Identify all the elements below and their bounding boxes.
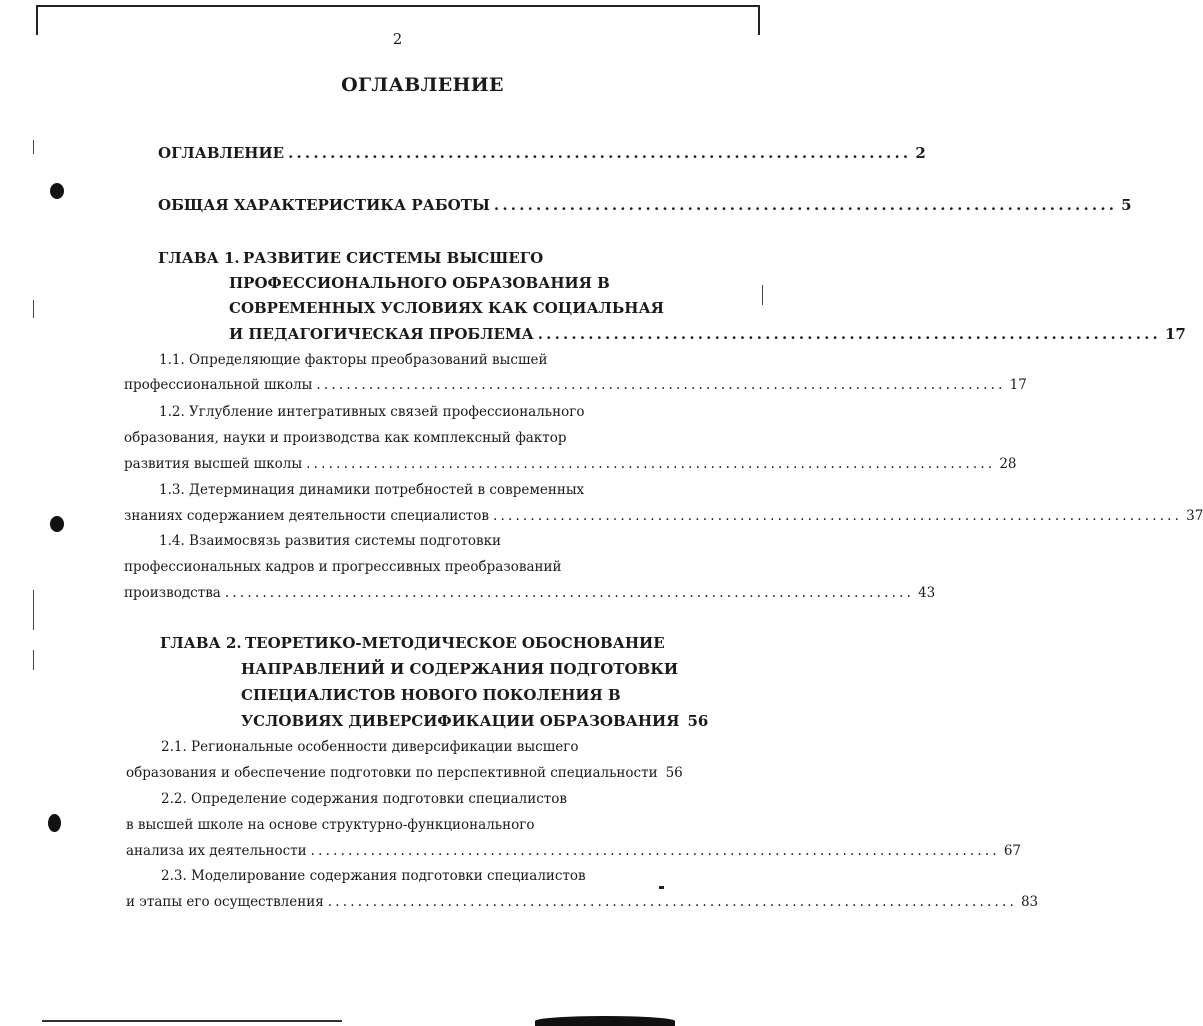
leader-dots: ............................................................................................ — [492, 508, 1183, 524]
section-1-2-line: 1.2. Углубление интегративных связей профессионального — [159, 404, 585, 420]
chapter-1-title-line: ПРОФЕССИОНАЛЬНОГО ОБРАЗОВАНИЯ В — [229, 274, 610, 292]
toc-entry-section-1-2[interactable] — [124, 456, 1017, 472]
toc-entry-section-2-3[interactable] — [126, 894, 1039, 910]
toc-entry-chapter-2[interactable] — [241, 712, 709, 730]
toc-page-number: 2 — [915, 144, 926, 162]
section-1-4-line: профессиональных кадров и прогрессивных преобразований — [124, 559, 562, 575]
chapter-1-title-line: СОВРЕМЕННЫХ УСЛОВИЯХ КАК СОЦИАЛЬНАЯ — [229, 299, 664, 317]
chapter-2-title-line: НАПРАВЛЕНИЙ И СОДЕРЖАНИЯ ПОДГОТОВКИ — [241, 660, 679, 678]
chapter-1-title-line: РАЗВИТИЕ СИСТЕМЫ ВЫСШЕГО — [243, 249, 544, 267]
scan-tick — [33, 140, 34, 154]
leader-dots: ............................................................................................ — [316, 377, 1006, 393]
section-1-4-line: 1.4. Взаимосвязь развития системы подготовки — [159, 533, 502, 549]
leader-dots: ............................................................................................ — [327, 894, 1017, 910]
section-2-3-line: 2.3. Моделирование содержания подготовки специалистов — [161, 868, 586, 884]
punch-hole-mark — [48, 814, 61, 832]
toc-page-number: 28 — [999, 456, 1017, 472]
section-1-2-line: развития высшей школы — [124, 456, 303, 472]
toc-entry-oglavlenie[interactable] — [158, 144, 926, 162]
leader-dots: .......................................................................... — [288, 144, 912, 162]
chapter-2-title-line: УСЛОВИЯХ ДИВЕРСИФИКАЦИИ ОБРАЗОВАНИЯ — [241, 712, 680, 730]
page-title: ОГЛАВЛЕНИЕ — [341, 74, 504, 96]
scan-tick — [33, 300, 34, 318]
toc-page-number: 56 — [665, 765, 683, 781]
chapter-2-prefix: ГЛАВА 2. — [160, 634, 242, 652]
chapter-1-title-line: И ПЕДАГОГИЧЕСКАЯ ПРОБЛЕМА — [229, 325, 534, 343]
toc-entry-section-2-2[interactable] — [126, 843, 1022, 859]
scan-tick — [33, 650, 34, 670]
toc-entry-section-2-1[interactable] — [126, 765, 683, 781]
scan-speck — [659, 886, 664, 889]
section-2-2-line: 2.2. Определение содержания подготовки специалистов — [161, 791, 567, 807]
chapter-2-title-line: ТЕОРЕТИКО-МЕТОДИЧЕСКОЕ ОБОСНОВАНИЕ — [245, 634, 665, 652]
toc-entry-section-1-1[interactable] — [124, 377, 1027, 393]
section-2-1-line: образования и обеспечение подготовки по перспективной специальности — [126, 765, 658, 781]
page-number: 2 — [392, 30, 403, 48]
leader-dots: ............................................................................................ — [310, 843, 1000, 859]
toc-entry-general[interactable] — [158, 196, 1132, 214]
chapter-2-title-line: СПЕЦИАЛИСТОВ НОВОГО ПОКОЛЕНИЯ В — [241, 686, 621, 704]
toc-page-number: 67 — [1003, 843, 1022, 859]
toc-entry-chapter-1[interactable] — [229, 325, 1186, 343]
scan-tick — [33, 590, 34, 630]
section-2-2-line: в высшей школе на основе структурно-функционального — [126, 817, 535, 833]
toc-page-number: 37 — [1186, 508, 1203, 524]
leader-dots: .......................................................................... — [537, 325, 1161, 343]
toc-page-number: 17 — [1164, 325, 1186, 343]
toc-entry-section-1-3[interactable] — [124, 508, 1203, 524]
section-1-2-line: образования, науки и производства как комплексный фактор — [124, 430, 567, 446]
section-1-4-line: производства — [124, 585, 221, 601]
toc-page-number: 56 — [687, 712, 709, 730]
toc-page-number: 17 — [1009, 377, 1027, 393]
scan-border-top — [38, 5, 758, 7]
toc-entry-label: ОГЛАВЛЕНИЕ — [158, 144, 285, 162]
leader-dots: ............................................................................................ — [306, 456, 996, 472]
toc-entry-section-1-4[interactable] — [124, 585, 936, 601]
toc-page-number: 5 — [1121, 196, 1132, 214]
scan-border-bottom — [42, 1020, 342, 1022]
section-2-3-line: и этапы его осуществления — [126, 894, 324, 910]
punch-hole-mark — [50, 183, 64, 199]
leader-dots: .......................................................................... — [493, 196, 1118, 214]
section-1-1-line: 1.1. Определяющие факторы преобразований высшей — [159, 352, 548, 368]
scan-blob-bottom — [535, 1016, 675, 1026]
section-2-2-line: анализа их деятельности — [126, 843, 307, 859]
section-1-1-line: профессиональной школы — [124, 377, 313, 393]
toc-entry-label: ОБЩАЯ ХАРАКТЕРИСТИКА РАБОТЫ — [158, 196, 490, 214]
chapter-1-prefix: ГЛАВА 1. — [158, 249, 240, 267]
leader-dots: ............................................................................................ — [224, 585, 915, 601]
section-1-3-line: 1.3. Детерминация динамики потребностей в современных — [159, 482, 585, 498]
section-2-1-line: 2.1. Региональные особенности диверсификации высшего — [161, 739, 579, 755]
toc-page-number: 83 — [1020, 894, 1039, 910]
scan-tick — [762, 285, 763, 305]
section-1-3-line: знаниях содержанием деятельности специалистов — [124, 508, 489, 524]
punch-hole-mark — [50, 516, 64, 532]
toc-page-number: 43 — [918, 585, 936, 601]
